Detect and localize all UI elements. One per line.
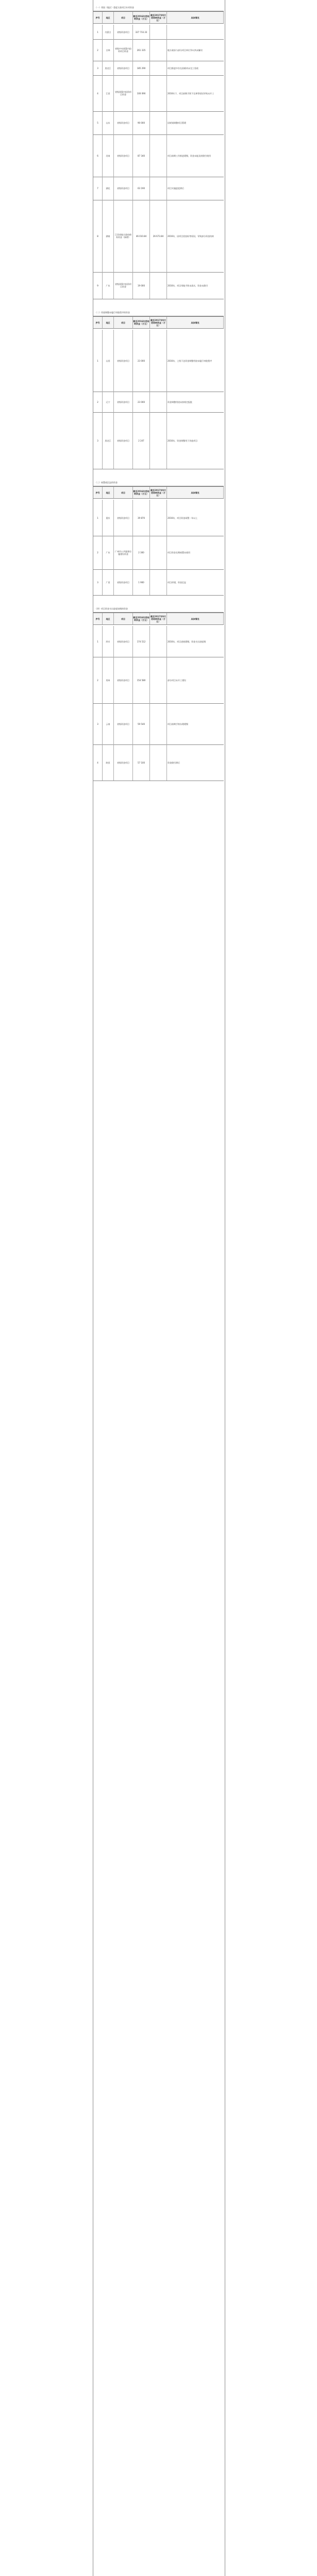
table-cell-desc: 2016年，上级下达资金调整用途未履行审批程序: [168, 359, 212, 362]
table-cell-v17: [150, 75, 167, 111]
table-row: [93, 500, 224, 536]
table-cell-proj: 省级资金项目: [114, 134, 133, 177]
table-cell-area: 内蒙古: [103, 25, 114, 39]
table-cell-proj: 省级资金项目: [114, 111, 133, 134]
table-cell-n: 3: [93, 61, 103, 75]
table-cell-area: 广东: [103, 272, 114, 299]
table-row: [93, 75, 224, 112]
table-row: [93, 330, 224, 392]
table-cell-proj: 省级资金项目: [114, 392, 133, 412]
table-cell-desc: 资金调整用途未按规定报批: [168, 400, 192, 403]
column-header: 地区: [103, 613, 114, 624]
column-header: 地区: [103, 317, 114, 328]
table-row: [93, 111, 224, 135]
column-header: 序号: [93, 613, 103, 624]
table-cell-desc: 地方政府与部分项目单位争议尚未解决: [168, 48, 203, 52]
table-cell-v17: [150, 111, 167, 134]
table-cell-v17: 26 673.84: [150, 200, 167, 272]
column-header: 具体情况: [167, 613, 224, 624]
table-cell-v17: [150, 744, 167, 781]
table-cell-n: 9: [93, 272, 103, 299]
column-header: 具体情况: [167, 487, 224, 498]
table-cell-area: 广西: [103, 569, 114, 595]
table-cell-v16: 46 010.84: [133, 200, 150, 272]
table-row: [93, 569, 224, 596]
table-cell-proj: 省级资金项目: [114, 177, 133, 200]
table-cell-v16: 23 000: [133, 392, 150, 412]
table-cell-v16: 19 000: [133, 272, 150, 299]
table-cell-proj: 省级资金项目: [114, 330, 133, 392]
table-cell-n: 7: [93, 177, 103, 200]
table-cell-v17: [150, 500, 167, 536]
table-cell-v17: [150, 39, 167, 61]
table-cell-desc: 2016年，因项目招投标等原因，导致部分资金结转: [168, 234, 214, 238]
table-cell-v17: [150, 569, 167, 595]
column-header: 截至2016年底结转资金（万元）: [133, 317, 150, 328]
table-cell-v16: 174 512: [133, 626, 150, 657]
table-cell-n: 3: [93, 569, 103, 595]
table-row: [93, 61, 224, 76]
table-cell-n: 5: [93, 111, 103, 134]
table-cell-n: 2: [93, 39, 103, 61]
report-table: [93, 0, 225, 2576]
table-cell-area: 重庆: [103, 500, 114, 536]
table-header: [93, 316, 224, 329]
table-cell-n: 3: [93, 703, 103, 744]
table-header: [93, 486, 224, 499]
column-header: 具体情况: [167, 12, 224, 23]
table-row: [93, 392, 224, 413]
table-cell-proj: 省级资金项目: [114, 25, 133, 39]
table-cell-proj: 广州市公共服务设施建设资金: [114, 536, 133, 569]
table-cell-v16: 63 190: [133, 177, 150, 200]
section-title: （四）项目资金支出进度较慢的资金: [93, 605, 224, 613]
table-cell-v17: [150, 25, 167, 39]
table-cell-desc: 2016年，项目进展缓慢，资金支出进度慢: [168, 640, 206, 643]
table-cell-v16: 23 000: [133, 330, 150, 392]
table-row: [93, 412, 224, 469]
table-cell-proj: 省级资金项目: [114, 744, 133, 781]
table-cell-proj: 省级中央预算内投资项目资金: [114, 39, 133, 61]
table-cell-proj: 省级资金项目: [114, 412, 133, 469]
table-cell-v16: 1 900: [133, 569, 150, 595]
table-cell-v16: 154 580: [133, 657, 150, 703]
table-cell-n: 1: [93, 25, 103, 39]
table-cell-n: 2: [93, 536, 103, 569]
table-cell-v17: [150, 626, 167, 657]
table-row: [93, 200, 224, 273]
table-cell-area: 黑龙江: [103, 412, 114, 469]
table-cell-proj: 省级资金项目: [114, 657, 133, 703]
table-cell-n: 2: [93, 657, 103, 703]
table-cell-desc: 2016年，资金调整用于其他项目: [168, 439, 198, 442]
table-cell-desc: 项目资金长期闲置未使用: [168, 551, 190, 554]
table-cell-area: 湖南: [103, 200, 114, 272]
section-title: （二）用途调整未履行审批程序的资金: [93, 309, 224, 316]
table-cell-desc: 项目前期手续办理缓慢: [168, 722, 188, 725]
table-cell-v17: [150, 657, 167, 703]
table-cell-v17: [150, 536, 167, 569]
table-cell-area: 云南: [103, 703, 114, 744]
table-cell-v17: [150, 392, 167, 412]
table-cell-v17: [150, 272, 167, 299]
table-row: [93, 272, 224, 299]
table-cell-area: 四川: [103, 626, 114, 657]
table-cell-v16: 261 335: [133, 39, 150, 61]
table-cell-v17: [150, 134, 167, 177]
column-header: 项目: [114, 613, 133, 624]
column-header: 地区: [103, 487, 114, 498]
table-cell-v17: [150, 61, 167, 75]
table-cell-proj: 省级资金项目: [114, 703, 133, 744]
table-row: [93, 39, 224, 61]
column-header: 截至2016年底结转资金（万元）: [133, 12, 150, 23]
section-title: （三）闲置或沉淀的资金: [93, 479, 224, 486]
table-cell-area: 贵州: [103, 657, 114, 703]
table-cell-proj: 省级资金项目: [114, 569, 133, 595]
table-row: [93, 703, 224, 745]
table-cell-proj: 江西省地方政府债券资金（新增）: [114, 200, 133, 272]
table-cell-desc: 项目停建，资金沉淀: [168, 581, 186, 584]
table-cell-desc: 因规划调整项目暂缓: [168, 122, 186, 124]
table-cell-area: 吉林: [103, 39, 114, 61]
table-row: [93, 177, 224, 200]
table-cell-desc: [167, 25, 224, 39]
table-cell-desc: 项目实施进度滞后: [168, 187, 184, 190]
table-row: [93, 744, 224, 781]
table-cell-proj: 省级资金项目: [114, 626, 133, 657]
table-cell-v16: 57 100: [133, 744, 150, 781]
table-cell-area: 广东: [103, 536, 114, 569]
table-cell-v16: 185 290: [133, 61, 150, 75]
table-cell-area: 辽宁: [103, 392, 114, 412]
column-header: 地区: [103, 12, 114, 23]
table-cell-area: 湖北: [103, 177, 114, 200]
table-cell-area: 河南: [103, 134, 114, 177]
table-cell-desc: 2016年，项目用地手续未落实，资金未拨付: [168, 284, 208, 287]
table-cell-n: 1: [93, 500, 103, 536]
table-header: [93, 11, 224, 24]
table-cell-proj: 省级预算内投资项目资金: [114, 272, 133, 299]
table-cell-desc: 项目前期工作推进缓慢，资金未能及时拨付使用: [168, 154, 211, 157]
table-cell-v16: 59 540: [133, 703, 150, 744]
table-cell-area: 黑龙江: [103, 61, 114, 75]
column-header: 截至2017年9月底结转资金（万元）: [150, 613, 167, 624]
table-cell-v16: 90 000: [133, 111, 150, 134]
table-row: [93, 25, 224, 40]
column-header: 序号: [93, 12, 103, 23]
table-cell-area: 山东: [103, 111, 114, 134]
table-cell-proj: 省级资金项目: [114, 500, 133, 536]
column-header: 截至2016年底结转资金（万元）: [133, 613, 150, 624]
table-row: [93, 536, 224, 570]
table-cell-proj: 省级资金项目: [114, 61, 133, 75]
table-cell-desc: 2016年，项目资金闲置一年以上: [168, 516, 198, 519]
table-cell-desc: 资金拨付滞后: [168, 761, 180, 764]
column-header: 具体情况: [167, 317, 224, 328]
table-cell-n: 3: [93, 412, 103, 469]
table-cell-area: 陕西: [103, 744, 114, 781]
table-row: [93, 134, 224, 177]
column-header: 项目: [114, 317, 133, 328]
table-cell-n: 6: [93, 134, 103, 177]
table-row: [93, 657, 224, 704]
column-header: 截至2017年9月底结转资金（万元）: [150, 317, 167, 328]
table-cell-n: 1: [93, 626, 103, 657]
column-header: 项目: [114, 487, 133, 498]
table-cell-n: 1: [93, 330, 103, 392]
table-header: [93, 613, 224, 625]
table-cell-v17: [150, 412, 167, 469]
table-cell-v16: 100 090: [133, 75, 150, 111]
column-header: 序号: [93, 487, 103, 498]
table-cell-proj: 省级预算内投资项目资金: [114, 75, 133, 111]
table-cell-v17: [150, 177, 167, 200]
table-cell-v16: 2 247: [133, 412, 150, 469]
table-row: [93, 626, 224, 657]
column-header: 序号: [93, 317, 103, 328]
column-header: 截至2016年底结转资金（万元）: [133, 487, 150, 498]
table-cell-v16: 327 733.33: [133, 25, 150, 39]
table-cell-v16: 39 870: [133, 500, 150, 536]
table-cell-desc: 2016年下，项目前期手续不完善等原因导致未开工: [168, 92, 214, 95]
table-cell-n: 8: [93, 200, 103, 272]
table-cell-area: 江西: [103, 75, 114, 111]
column-header: 截至2017年9月底结转资金（万元）: [150, 487, 167, 498]
table-cell-v17: [150, 330, 167, 392]
table-cell-desc: 部分项目未开工建设: [168, 679, 186, 682]
table-cell-n: 2: [93, 392, 103, 412]
table-cell-v16: 87 340: [133, 134, 150, 177]
table-cell-n: 4: [93, 744, 103, 781]
section-title: （一）邻国（地区）重度欠款项目专项资金: [93, 4, 224, 11]
table-cell-desc: 项目推进中存在困难尚未完工验收: [168, 66, 198, 70]
table-cell-n: 4: [93, 75, 103, 111]
table-cell-v16: 2 300: [133, 536, 150, 569]
column-header: 截至2017年9月底结转资金（万元）: [150, 12, 167, 23]
column-header: 项目: [114, 12, 133, 23]
table-cell-v17: [150, 703, 167, 744]
table-cell-area: 山西: [103, 330, 114, 392]
